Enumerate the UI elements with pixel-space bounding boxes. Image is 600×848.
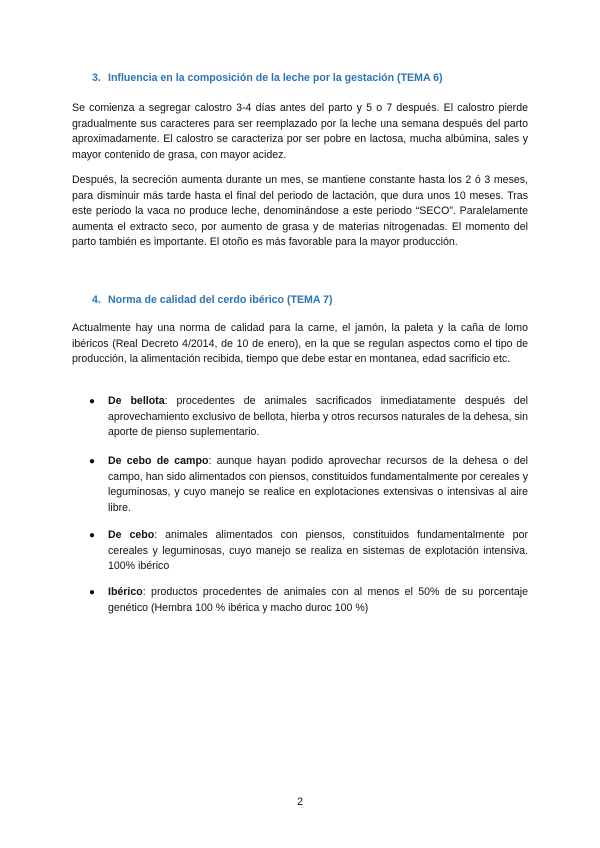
bullet-icon: ●	[89, 396, 96, 407]
list-item	[89, 454, 529, 516]
bullet-term: De cebo	[108, 529, 155, 541]
section-4-number: 4.	[92, 294, 101, 306]
bullet-text: : productos procedentes de animales con al menos el 50% de su porcentaje genético (Hembra 100 % ibérica y macho duroc 100 %)	[108, 586, 528, 614]
bullet-icon: ●	[89, 530, 96, 541]
section-3-heading	[92, 72, 443, 84]
list-item	[89, 394, 528, 441]
bullet-icon: ●	[89, 456, 96, 467]
bullet-term: De bellota	[108, 395, 165, 407]
section-4-title: Norma de calidad del cerdo ibérico (TEMA 7)	[108, 294, 333, 306]
section-4-heading	[92, 294, 332, 306]
bullet-term: Ibérico	[108, 586, 143, 598]
section-3-paragraph-1: Se comienza a segregar calostro 3-4 días antes del parto y 5 o 7 después. El calostro pierde gradualmente sus caracteres para ser reemplazado por la leche una semana después del parto aproximadamente. El calostro se caracteriza por ser pobre en lactosa, mucha albúmina, sales y mayor contenido de grasa, con mayor acidez.	[72, 102, 528, 161]
section-3-title: Influencia en la composición de la leche por la gestación (TEMA 6)	[108, 72, 443, 84]
page-number: 2	[296, 796, 304, 808]
section-3-paragraph-2: Después, la secreción aumenta durante un mes, se mantiene constante hasta los 2 ó 3 meses, para disminuir más tarde hasta el final del periodo de lactación, que dura unos 10 meses. Tras este periodo la vaca no produce leche, denominándose a este periodo “SECO”. Paralelamente aumenta el extracto seco, por aumento de grasa y de materias nitrogenadas. El momento del parto también es importante. El otoño es más favorable para la mayor producción.	[72, 174, 528, 249]
bullet-term: De cebo de campo	[108, 455, 209, 467]
bullet-text: : procedentes de animales sacrificados inmediatamente después del aprovechamiento exclusivo de bellota, hierba y otros recursos naturales de la dehesa, sin aporte de pienso suplementario.	[108, 395, 528, 439]
section-4-intro: Actualmente hay una norma de calidad para la carne, el jamón, la paleta y la caña de lomo ibéricos (Real Decreto 4/2014, de 10 de enero), en la que se regulan aspectos como el tipo de producción, la alimentación recibida, tiempo que debe estar en montanea, edad sacrificio etc.	[72, 322, 528, 366]
list-item	[89, 585, 528, 616]
bullet-text: : aunque hayan podido aprovechar recursos de la dehesa o del campo, han sido alimentados con piensos, constituidos fundamentalmente por cereales y leguminosas, y cuyo manejo se realice en explotaciones extensivas o intensivas al aire libre.	[108, 455, 529, 514]
list-item	[89, 528, 528, 575]
bullet-text: : animales alimentados con piensos, constituidos fundamentalmente por cereales y leguminosas, cuyo manejo se realiza en sistemas de explotación intensiva. 100% ibérico	[108, 529, 528, 573]
bullet-icon: ●	[89, 587, 96, 598]
section-3-number: 3.	[92, 72, 101, 84]
